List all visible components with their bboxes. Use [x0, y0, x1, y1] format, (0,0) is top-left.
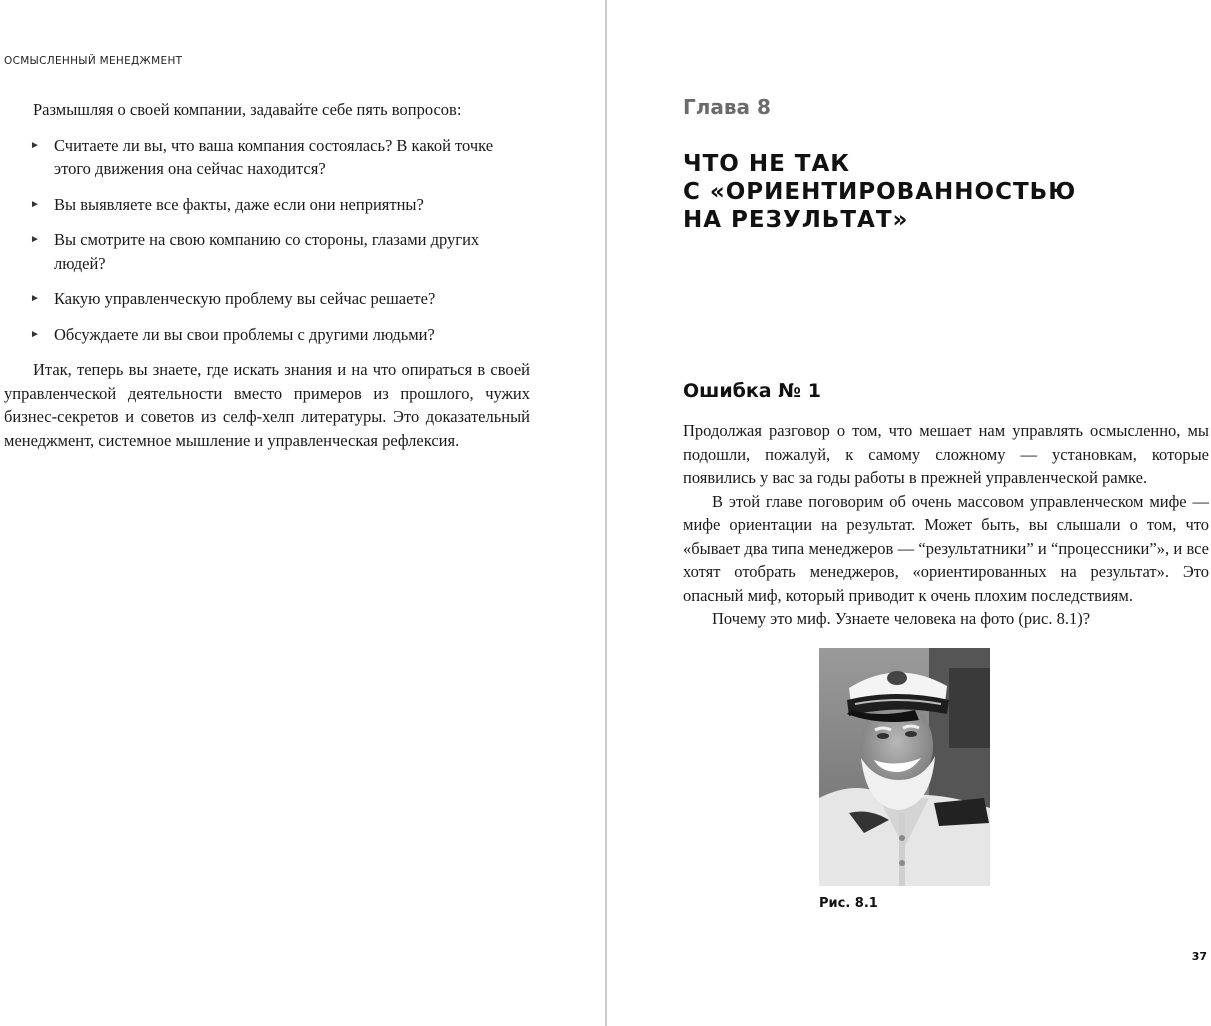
chapter-title-line: С «ОРИЕНТИРОВАННОСТЬЮ — [683, 179, 1077, 205]
running-head: ОСМЫСЛЕННЫЙ МЕНЕДЖМЕНТ — [4, 55, 183, 67]
list-item — [4, 287, 530, 311]
list-item — [4, 134, 530, 181]
chapter-title — [683, 150, 1183, 234]
bullet-arrow-icon: ► — [30, 139, 40, 151]
bullet-arrow-icon: ► — [30, 293, 40, 304]
list-item-text: Обсуждаете ли вы свои проблемы с другими людьми? — [54, 324, 435, 344]
book-spine-divider — [605, 0, 607, 1026]
left-text-column — [4, 98, 530, 452]
list-item — [4, 323, 530, 347]
paragraph: Почему это миф. Узнаете человека на фото (рис. 8.1)? — [712, 609, 1091, 628]
page-number: 37 — [1191, 950, 1207, 963]
paragraph: В этой главе поговорим об очень массовом управленческом мифе — мифе ориентации на результат. Может быть, вы слышали о том, что «бывает два типа менеджеров — “результатники” и “процессники”», и все хотят отобрать менеджеров, «ориентированных на результат». Это опасный миф, который приводит к очень плохим последствиям. — [683, 491, 1209, 605]
list-item-text: Вы смотрите на свою компанию со стороны, глазами других людей? — [54, 230, 480, 273]
paragraph: Продолжая разговор о том, что мешает нам управлять осмысленно, мы подошли, пожалуй, к самому сложному — установкам, которые появились у вас за годы работы в прежней управленческой рамке. — [683, 421, 1209, 487]
section-heading: Ошибка № 1 — [683, 380, 821, 402]
left-page — [0, 0, 605, 1026]
chapter-title-line: НА РЕЗУЛЬТАТ» — [683, 207, 909, 233]
conclusion-paragraph: Итак, теперь вы знаете, где искать знания и на что опираться в своей управленческой деятельности вместо примеров из прошлого, чужих бизнес-секретов и советов из селф-хелп литературы. Это доказательный менеджмент, системное мышление и управленческая рефлексия. — [4, 360, 530, 450]
bullet-arrow-icon: ► — [30, 328, 40, 340]
chapter-label: Глава 8 — [683, 95, 771, 119]
list-item-text: Какую управленческую проблему вы сейчас решаете? — [54, 289, 436, 308]
captain-portrait-photo — [819, 648, 990, 886]
list-item — [4, 228, 530, 275]
bullet-arrow-icon: ► — [30, 234, 40, 245]
list-item — [4, 193, 530, 217]
right-text-column — [683, 419, 1209, 631]
right-page — [608, 0, 1211, 1026]
bullet-arrow-icon: ► — [30, 198, 40, 210]
portrait-image — [819, 648, 990, 886]
list-item-text: Считаете ли вы, что ваша компания состоялась? В какой точке этого движения она сейчас находится? — [54, 135, 494, 178]
intro-paragraph: Размышляя о своей компании, задавайте себе пять вопросов: — [33, 100, 462, 119]
questions-list — [4, 134, 530, 347]
chapter-title-line: ЧТО НЕ ТАК — [683, 151, 851, 177]
figure-caption: Рис. 8.1 — [819, 896, 878, 911]
list-item-text: Вы выявляете все факты, даже если они неприятны? — [54, 194, 424, 214]
